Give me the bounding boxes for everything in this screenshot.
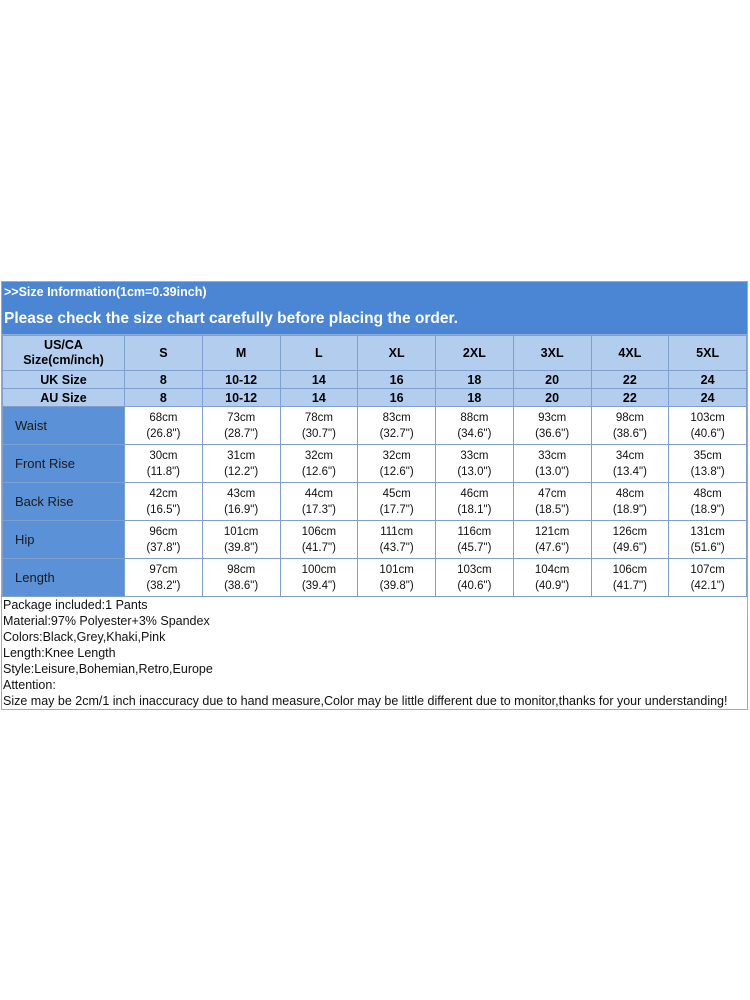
us-size-cell: 5XL <box>669 336 747 371</box>
measurement-inch: (26.8") <box>146 427 181 440</box>
au-size-label: AU Size <box>3 389 125 407</box>
au-size-row <box>3 389 747 407</box>
measurement-inch: (49.6") <box>612 541 647 554</box>
measurement-cell <box>125 483 203 521</box>
measurement-cm: 101cm <box>379 563 414 576</box>
measurement-cm: 46cm <box>460 487 489 500</box>
info-line: Length:Knee Length <box>3 646 116 660</box>
measurement-cm: 106cm <box>612 563 648 576</box>
us-size-label-line2: Size(cm/inch) <box>23 353 104 367</box>
measurement-cm: 78cm <box>304 411 333 424</box>
measurement-cm: 88cm <box>460 411 489 424</box>
measurement-cm: 107cm <box>690 563 725 576</box>
measurement-inch: (39.4") <box>301 579 336 592</box>
measurement-cm: 100cm <box>301 563 337 576</box>
measurement-label: Length <box>3 559 125 597</box>
measurement-cm: 83cm <box>382 411 411 424</box>
measurement-inch: (30.7") <box>301 427 336 440</box>
measurement-inch: (12.6") <box>301 465 336 478</box>
measurement-inch: (41.7") <box>612 579 647 592</box>
measurement-cm: 32cm <box>304 449 333 462</box>
measurement-cm: 45cm <box>382 487 411 500</box>
measurement-cm: 98cm <box>615 411 644 424</box>
measurement-cell <box>513 483 591 521</box>
measurement-cell <box>202 407 280 445</box>
measurement-cell <box>591 559 669 597</box>
measurement-inch: (40.6") <box>690 427 725 440</box>
measurement-cm: 98cm <box>227 563 256 576</box>
info-line: Size may be 2cm/1 inch inaccuracy due to hand measure,Color may be little different due to monitor,thanks for your understanding! <box>3 694 728 708</box>
measurement-cell <box>202 483 280 521</box>
info-line: Material:97% Polyester+3% Spandex <box>3 614 210 628</box>
au-size-cell: 24 <box>669 389 747 407</box>
measurement-cell <box>202 521 280 559</box>
measurement-inch: (12.6") <box>379 465 414 478</box>
measurement-inch: (41.7") <box>301 541 336 554</box>
measurement-inch: (18.9") <box>690 503 725 516</box>
us-size-label <box>3 336 125 371</box>
us-size-cell: L <box>280 336 358 371</box>
measurement-inch: (38.6") <box>224 579 259 592</box>
measurement-cm: 30cm <box>149 449 178 462</box>
measurement-row <box>3 483 747 521</box>
uk-size-cell: 14 <box>280 371 358 389</box>
measurement-row <box>3 559 747 597</box>
uk-size-cell: 16 <box>358 371 436 389</box>
measurement-cell <box>358 407 436 445</box>
measurement-cell <box>436 407 514 445</box>
measurement-cm: 68cm <box>149 411 178 424</box>
uk-size-cell: 10-12 <box>202 371 280 389</box>
au-size-cell: 10-12 <box>202 389 280 407</box>
size-info-banner: >>Size Information(1cm=0.39inch) <box>2 282 747 303</box>
uk-size-cell: 24 <box>669 371 747 389</box>
measurement-row <box>3 445 747 483</box>
measurement-inch: (45.7") <box>457 541 492 554</box>
info-line: Attention: <box>3 678 56 692</box>
measurement-cm: 131cm <box>690 525 725 538</box>
measurement-cm: 42cm <box>149 487 178 500</box>
measurement-cell <box>591 483 669 521</box>
uk-size-cell: 18 <box>436 371 514 389</box>
measurement-inch: (18.1") <box>457 503 492 516</box>
measurement-cm: 34cm <box>615 449 644 462</box>
size-chart-notice: Please check the size chart carefully before placing the order. <box>2 303 747 335</box>
measurement-cm: 35cm <box>693 449 722 462</box>
measurement-cm: 32cm <box>382 449 411 462</box>
measurement-cell <box>358 483 436 521</box>
measurement-row <box>3 407 747 445</box>
measurement-inch: (32.7") <box>379 427 414 440</box>
product-info <box>2 597 747 709</box>
measurement-cm: 44cm <box>304 487 333 500</box>
measurement-inch: (17.7") <box>379 503 414 516</box>
measurement-inch: (11.8") <box>146 465 181 478</box>
measurement-cell <box>436 483 514 521</box>
measurement-cell <box>125 521 203 559</box>
measurement-inch: (38.2") <box>146 579 181 592</box>
measurement-cell <box>669 559 747 597</box>
au-size-cell: 8 <box>125 389 203 407</box>
measurement-inch: (37.8") <box>146 541 181 554</box>
us-size-cell: XL <box>358 336 436 371</box>
measurement-cell <box>125 559 203 597</box>
measurement-cm: 73cm <box>227 411 256 424</box>
measurement-inch: (40.6") <box>457 579 492 592</box>
measurement-label: Front Rise <box>3 445 125 483</box>
measurement-cell <box>280 483 358 521</box>
au-size-cell: 18 <box>436 389 514 407</box>
uk-size-row <box>3 371 747 389</box>
measurement-cm: 31cm <box>227 449 256 462</box>
measurement-cell <box>591 445 669 483</box>
us-size-cell: 3XL <box>513 336 591 371</box>
size-table <box>2 335 747 597</box>
measurement-label: Back Rise <box>3 483 125 521</box>
measurement-cell <box>202 445 280 483</box>
measurement-inch: (28.7") <box>224 427 259 440</box>
measurement-cell <box>513 559 591 597</box>
measurement-cm: 111cm <box>380 525 414 538</box>
measurement-cell <box>358 521 436 559</box>
uk-size-cell: 8 <box>125 371 203 389</box>
measurement-inch: (18.9") <box>612 503 647 516</box>
measurement-cm: 33cm <box>460 449 489 462</box>
measurement-inch: (34.6") <box>457 427 492 440</box>
uk-size-label: UK Size <box>3 371 125 389</box>
measurement-inch: (16.5") <box>146 503 181 516</box>
measurement-inch: (51.6") <box>690 541 725 554</box>
measurement-cell <box>513 407 591 445</box>
measurement-label: Hip <box>3 521 125 559</box>
measurement-cell <box>280 407 358 445</box>
measurement-cm: 101cm <box>223 525 259 538</box>
au-size-cell: 16 <box>358 389 436 407</box>
au-size-cell: 22 <box>591 389 669 407</box>
measurement-inch: (42.1") <box>690 579 725 592</box>
measurement-inch: (13.4") <box>612 465 647 478</box>
measurement-cell <box>591 407 669 445</box>
measurement-cm: 33cm <box>538 449 567 462</box>
measurement-inch: (47.6") <box>535 541 570 554</box>
measurement-cell <box>436 521 514 559</box>
us-size-label-line1: US/CA <box>44 338 83 352</box>
uk-size-cell: 22 <box>591 371 669 389</box>
measurement-cm: 48cm <box>615 487 644 500</box>
measurement-cell <box>280 445 358 483</box>
uk-size-cell: 20 <box>513 371 591 389</box>
us-size-cell: M <box>202 336 280 371</box>
measurement-inch: (18.5") <box>535 503 570 516</box>
size-chart <box>1 281 748 710</box>
measurement-inch: (13.0") <box>535 465 570 478</box>
measurement-cm: 106cm <box>301 525 337 538</box>
measurement-cell <box>280 521 358 559</box>
measurement-cm: 104cm <box>534 563 570 576</box>
measurement-cm: 47cm <box>538 487 567 500</box>
measurement-cell <box>591 521 669 559</box>
measurement-cell <box>669 445 747 483</box>
measurement-cm: 96cm <box>149 525 178 538</box>
au-size-cell: 14 <box>280 389 358 407</box>
measurement-cm: 116cm <box>457 525 492 538</box>
measurement-inch: (36.6") <box>535 427 570 440</box>
measurement-inch: (17.3") <box>301 503 336 516</box>
measurement-cm: 103cm <box>457 563 492 576</box>
measurement-inch: (13.0") <box>457 465 492 478</box>
measurement-inch: (43.7") <box>379 541 414 554</box>
measurement-inch: (12.2") <box>224 465 259 478</box>
us-size-cell: 2XL <box>436 336 514 371</box>
measurement-cell <box>669 483 747 521</box>
info-line: Style:Leisure,Bohemian,Retro,Europe <box>3 662 213 676</box>
measurement-cm: 97cm <box>149 563 178 576</box>
measurement-label: Waist <box>3 407 125 445</box>
us-size-cell: 4XL <box>591 336 669 371</box>
measurement-inch: (16.9") <box>224 503 259 516</box>
measurement-cell <box>202 559 280 597</box>
au-size-cell: 20 <box>513 389 591 407</box>
measurement-inch: (13.8") <box>690 465 725 478</box>
measurement-cm: 93cm <box>538 411 567 424</box>
measurement-cell <box>669 521 747 559</box>
measurement-inch: (38.6") <box>612 427 647 440</box>
measurement-cell <box>125 445 203 483</box>
measurement-row <box>3 521 747 559</box>
measurement-inch: (39.8") <box>224 541 259 554</box>
measurement-inch: (39.8") <box>379 579 414 592</box>
measurement-cell <box>358 559 436 597</box>
measurement-cell <box>125 407 203 445</box>
measurement-cm: 43cm <box>227 487 256 500</box>
measurement-cell <box>669 407 747 445</box>
measurement-cell <box>513 445 591 483</box>
measurement-cm: 103cm <box>690 411 725 424</box>
measurement-cell <box>436 445 514 483</box>
measurement-cm: 126cm <box>612 525 648 538</box>
measurement-cell <box>358 445 436 483</box>
measurement-cell <box>436 559 514 597</box>
info-line: Colors:Black,Grey,Khaki,Pink <box>3 630 166 644</box>
measurement-cell <box>513 521 591 559</box>
us-size-cell: S <box>125 336 203 371</box>
measurement-cell <box>280 559 358 597</box>
measurement-cm: 121cm <box>534 525 570 538</box>
measurement-cm: 48cm <box>693 487 722 500</box>
info-line: Package included:1 Pants <box>3 598 148 612</box>
us-size-row <box>3 336 747 371</box>
measurement-inch: (40.9") <box>535 579 570 592</box>
